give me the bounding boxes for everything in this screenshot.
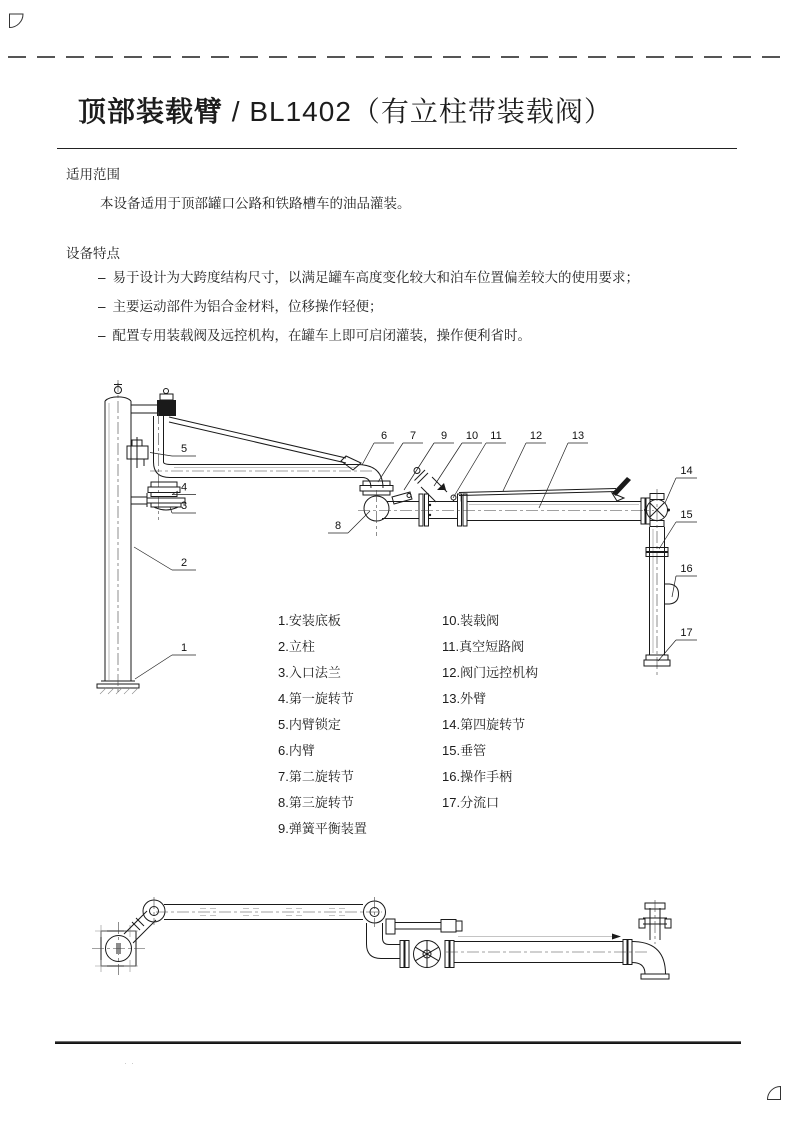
legend-item: 16.操作手柄 [442,769,513,784]
features-list [98,271,639,358]
page-title [78,95,613,130]
title-model-code: / BL1402 [223,96,352,127]
drop-pipe-drawing [644,489,679,676]
callout-numbers [181,430,693,654]
callout-leaders [134,443,697,679]
feature-text: 易于设计为大跨度结构尺寸，以满足罐车高度变化较大和泊车位置偏差较大的使用要求； [112,270,640,285]
legend-item: 13.外臂 [442,691,487,706]
callout-16: 16 [680,563,693,575]
legend-item: 5.内臂锁定 [278,717,341,732]
legend-item: 1.安装底板 [278,613,341,628]
callout-3: 3 [180,500,188,512]
bullet-marker: – [98,328,106,343]
legend-item: 11.真空短路阀 [442,639,525,654]
feature-text: 配置专用装载阀及远控机构，在罐车上即可启闭灌装，操作便利省时。 [112,328,532,343]
title-rule [57,148,737,149]
callout-13: 13 [571,430,585,442]
parts-legend-right [442,614,538,822]
callout-6: 6 [380,430,388,442]
legend-item: 3.入口法兰 [278,665,341,680]
legend-item: 8.第三旋转节 [278,795,354,810]
bullet-marker: – [98,299,106,314]
riser-and-lock-drawing [127,389,176,521]
callout-17: 17 [680,627,693,639]
title-variant-note: （有立柱带装载阀） [351,97,613,128]
top-dashed-rule [8,56,786,58]
legend-item: 14.第四旋转节 [442,717,526,732]
footer-artifact-dots: ·· [124,1058,138,1068]
features-heading: 设备特点 [66,246,120,261]
valve-assembly-drawing [360,468,467,537]
feature-text: 主要运动部件为铝合金材料，位移操作轻便； [112,299,383,314]
stowed-valve-assembly [367,919,463,968]
stowed-base-plate [92,922,145,975]
callout-9: 9 [440,430,448,442]
column-drawing [97,380,139,694]
feature-bullet [98,329,639,343]
callout-4: 4 [180,481,188,494]
callout-7: 7 [409,430,417,442]
bullet-marker: – [98,270,106,285]
callout-14: 14 [680,465,693,477]
legend-item: 6.内臂 [278,743,315,758]
feature-bullet [98,271,639,285]
callout-15: 15 [680,509,693,521]
legend-item: 4.第一旋转节 [278,691,354,706]
main-diagram [85,365,705,705]
stowed-inner-arm [124,897,386,943]
inlet-swivel-drawing [131,481,188,512]
stowed-diagram [85,878,685,993]
stowed-outer-arm [446,900,671,979]
legend-item: 12.阀门远控机构 [442,665,539,680]
scope-body: 本设备适用于顶部罐口公路和铁路槽车的油品灌装。 [100,196,411,211]
callout-1: 1 [180,642,188,654]
legend-item: 9.弹簧平衡装置 [278,821,367,836]
callout-5: 5 [180,443,188,455]
scope-heading: 适用范围 [66,167,120,182]
callout-10: 10 [465,430,479,442]
corner-mark-top-left [8,12,26,30]
corner-mark-bottom-right [766,1085,783,1102]
callout-11: 11 [490,430,502,442]
legend-item: 7.第二旋转节 [278,769,354,784]
callout-12: 12 [529,430,543,442]
legend-item: 15.垂管 [442,743,487,758]
parts-legend-left [278,614,367,848]
feature-bullet [98,300,639,314]
legend-item: 2.立柱 [278,639,315,654]
legend-item: 10.装载阀 [442,613,500,628]
footer-rule [55,1041,741,1044]
callout-8: 8 [334,520,342,532]
title-product-name: 顶部装载臂 [78,96,224,127]
callout-2: 2 [180,557,188,569]
legend-item: 17.分流口 [442,795,500,810]
